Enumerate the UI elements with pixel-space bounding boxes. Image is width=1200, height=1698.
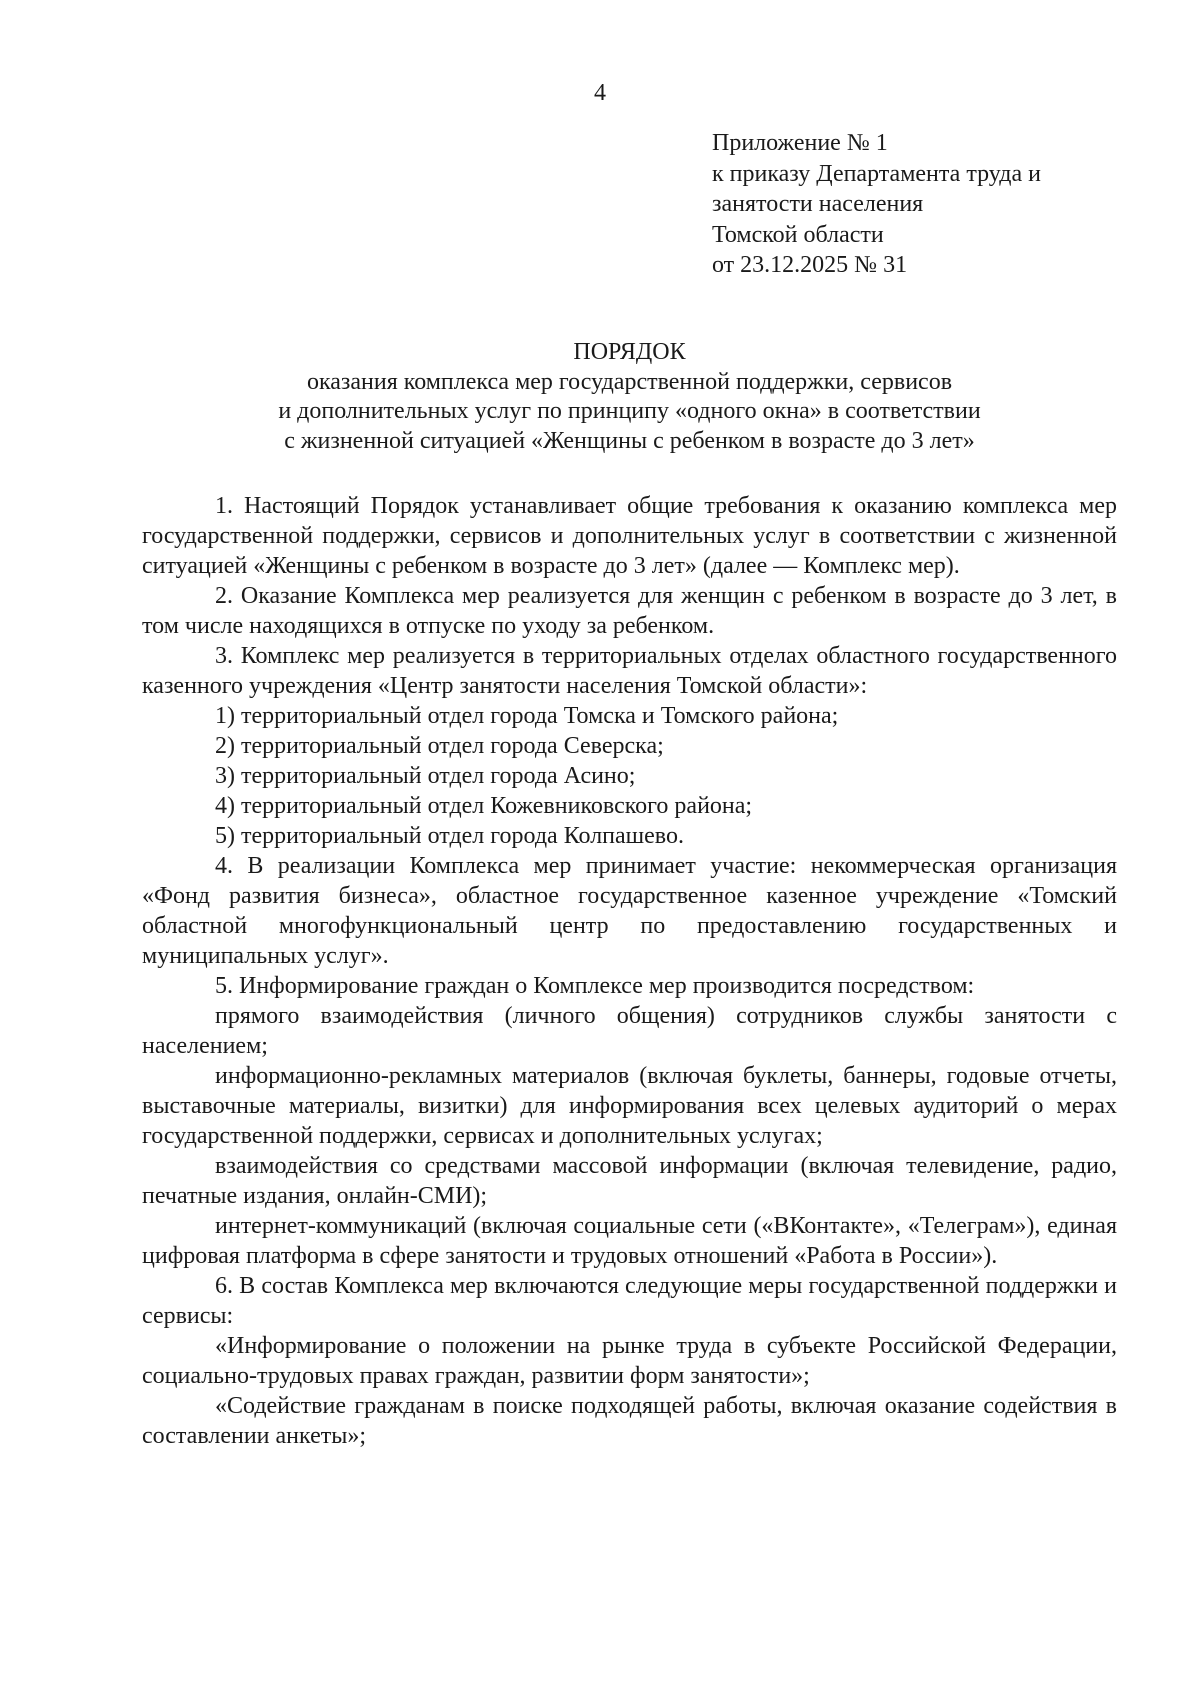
info-channel-item: взаимодействия со средствами массовой информации (включая телевидение, радио, печатные издания, онлайн-СМИ); bbox=[142, 1153, 1117, 1209]
title-heading: ПОРЯДОК bbox=[573, 339, 686, 365]
info-channel-item: интернет-коммуникаций (включая социальные сети («ВКонтакте», «Телеграм»), единая цифровая платформа в сфере занятости и трудовых отношений «Работа в России»). bbox=[142, 1213, 1117, 1269]
list-item: 1) территориальный отдел города Томска и Томского района; bbox=[215, 703, 839, 729]
list-item: 4) территориальный отдел Кожевниковского района; bbox=[215, 793, 753, 819]
title-subtitle-line: оказания комплекса мер государственной поддержки, сервисов bbox=[306, 368, 953, 395]
title-subtitle-line: и дополнительных услуг по принципу «одного окна» в соответствии bbox=[278, 398, 981, 424]
title-subtitle-line: с жизненной ситуацией «Женщины с ребенком в возрасте до 3 лет» bbox=[284, 427, 975, 454]
paragraph-4: 4. В реализации Комплекса мер принимает участие: некоммерческая организация «Фонд развития бизнеса», областное государственное казенное учреждение «Томский областной многофункциональный центр по предоставлению государственных и муниципальных услуг». bbox=[142, 853, 1117, 969]
appendix-line: от 23.12.2025 № 31 bbox=[712, 252, 908, 278]
list-item: 2) территориальный отдел города Северска; bbox=[215, 733, 664, 759]
info-channel-item: прямого взаимодействия (личного общения) сотрудников службы занятости с населением; bbox=[142, 1003, 1117, 1059]
paragraph-6: 6. В состав Комплекса мер включаются следующие меры государственной поддержки и сервисы: bbox=[142, 1273, 1117, 1329]
paragraph-1: 1. Настоящий Порядок устанавливает общие требования к оказанию комплекса мер государственной поддержки, сервисов и дополнительных услуг в соответствии с жизненной ситуацией «Женщины с ребенком в возрасте до 3 лет» (далее — Комплекс мер). bbox=[142, 493, 1117, 579]
paragraph-3: 3. Комплекс мер реализуется в территориальных отделах областного государственного казенного учреждения «Центр занятости населения Томской области»: bbox=[142, 643, 1117, 699]
list-item: 3) территориальный отдел города Асино; bbox=[215, 763, 636, 789]
support-measure-item: «Информирование о положении на рынке труда в субъекте Российской Федерации, социально-трудовых правах граждан, развитии форм занятости»; bbox=[142, 1333, 1117, 1389]
appendix-reference bbox=[712, 128, 1152, 281]
paragraph-5: 5. Информирование граждан о Комплексе мер производится посредством: bbox=[215, 973, 975, 999]
appendix-line: занятости населения bbox=[712, 191, 924, 217]
info-channel-item: информационно-рекламных материалов (включая буклеты, баннеры, годовые отчеты, выставочные материалы, визитки) для информирования всех целевых аудиторий о мерах государственной поддержки, сервисах и дополнительных услугах; bbox=[142, 1063, 1117, 1149]
appendix-line: к приказу Департамента труда и bbox=[712, 160, 1041, 187]
document-body bbox=[142, 491, 1117, 1451]
page-number: 4 bbox=[594, 80, 606, 106]
appendix-line: Томской области bbox=[712, 221, 884, 248]
list-item: 5) территориальный отдел города Колпашево. bbox=[215, 823, 684, 849]
support-measure-item: «Содействие гражданам в поиске подходящей работы, включая оказание содействия в составлении анкеты»; bbox=[142, 1393, 1117, 1449]
document-title bbox=[142, 338, 1117, 456]
appendix-line: Приложение № 1 bbox=[712, 130, 888, 156]
paragraph-2: 2. Оказание Комплекса мер реализуется для женщин с ребенком в возрасте до 3 лет, в том числе находящихся в отпуске по уходу за ребенком. bbox=[142, 583, 1117, 639]
